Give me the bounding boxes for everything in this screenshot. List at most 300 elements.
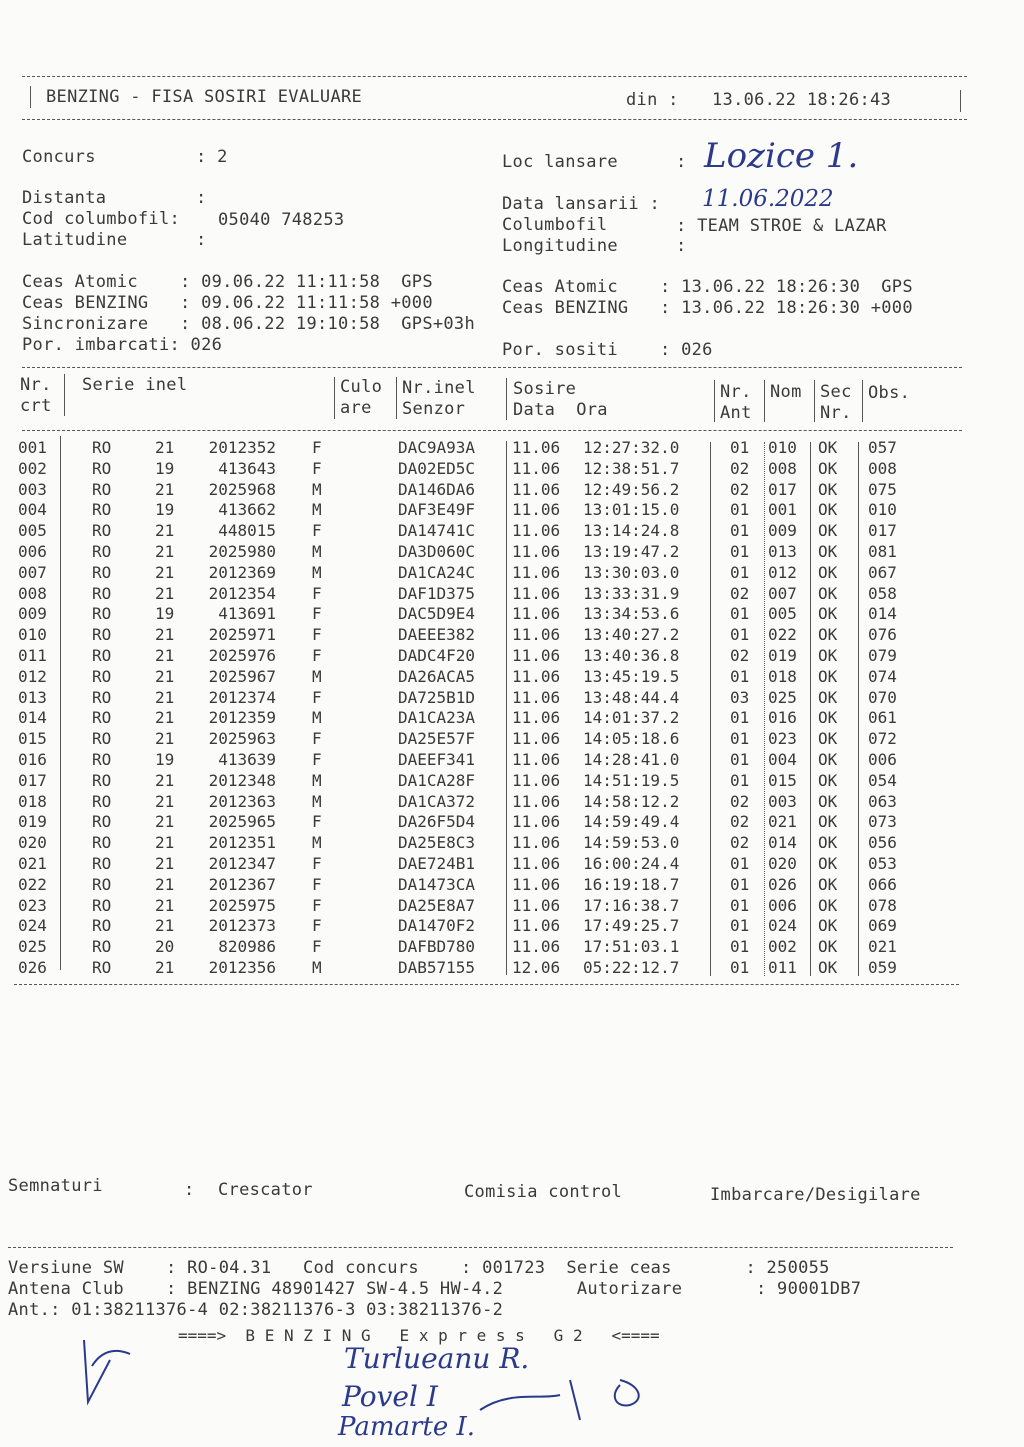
cell-an: 21 xyxy=(155,687,175,707)
cell-inel: 2025980 xyxy=(208,542,276,561)
cell-obs: 058 xyxy=(868,583,897,603)
cell-ant: 01 xyxy=(730,625,750,645)
cell-data: 11.06 xyxy=(512,521,561,541)
header-right-bar xyxy=(960,90,961,112)
cell-an: 21 xyxy=(155,729,175,749)
cell-data: 11.06 xyxy=(512,916,561,936)
cell-data: 11.06 xyxy=(512,458,561,478)
hdr-sep-2 xyxy=(334,377,335,419)
cell-obs: 074 xyxy=(868,666,897,686)
cell-sec: OK xyxy=(818,770,838,790)
cell-sex: M xyxy=(312,958,322,977)
cell-sex: M xyxy=(312,479,322,499)
cell-an: 21 xyxy=(155,791,175,811)
cell-an: 21 xyxy=(155,874,175,894)
cell-ant: 01 xyxy=(730,874,750,894)
cell-data: 11.06 xyxy=(512,854,561,873)
cell-ora: 14:59:53.0 xyxy=(583,833,680,853)
cell-obs: 021 xyxy=(868,937,897,957)
cell-nr: 003 xyxy=(18,479,47,499)
cell-ora: 13:40:27.2 xyxy=(583,625,680,645)
cell-sec: OK xyxy=(818,874,838,894)
cell-inel: 2012348 xyxy=(208,770,276,790)
cell-obs: 017 xyxy=(868,521,897,541)
cell-ora: 16:19:18.7 xyxy=(583,874,680,894)
cell-sec: OK xyxy=(818,666,838,686)
table-bottom-rule xyxy=(14,984,959,985)
cell-sec: OK xyxy=(818,521,838,541)
cell-obs: 008 xyxy=(868,458,897,478)
cell-ant: 01 xyxy=(730,750,750,769)
cell-an: 21 xyxy=(155,625,175,645)
cell-obs: 056 xyxy=(868,833,897,853)
cell-ant: 01 xyxy=(730,542,750,561)
cell-nom: 013 xyxy=(768,542,797,561)
cell-inel: 2012347 xyxy=(208,854,276,873)
cell-nr: 004 xyxy=(18,500,47,520)
cell-sec: OK xyxy=(818,958,838,977)
cell-inel: 2012356 xyxy=(208,958,276,977)
cell-nr: 008 xyxy=(18,583,47,603)
cell-data: 11.06 xyxy=(512,791,561,811)
cell-senzor: DA25E8A7 xyxy=(398,895,476,915)
table-row xyxy=(0,480,1024,500)
cell-ora: 13:40:36.8 xyxy=(583,646,680,665)
col-header-nr: Nr. xyxy=(20,375,52,395)
crescator-label: Crescator xyxy=(218,1180,313,1200)
cell-inel: 820986 xyxy=(218,937,276,957)
cell-obs: 070 xyxy=(868,687,897,707)
latitudine-value: : xyxy=(196,230,207,250)
col-header-senzor: Senzor xyxy=(402,399,466,419)
cell-data: 11.06 xyxy=(512,770,561,790)
cell-ora: 14:59:49.4 xyxy=(583,812,680,832)
footer-versiune: Versiune SW : RO-04.31 Cod concurs : 001723 Serie ceas : 250055 xyxy=(8,1258,830,1278)
cell-obs: 072 xyxy=(868,729,897,749)
cell-senzor: DA26ACA5 xyxy=(398,666,476,686)
cell-nom: 024 xyxy=(768,916,797,936)
cell-sex: F xyxy=(312,854,322,873)
cell-ora: 13:01:15.0 xyxy=(583,500,680,520)
cell-sec: OK xyxy=(818,729,838,749)
cell-tara: RO xyxy=(92,812,112,832)
cell-ora: 12:27:32.0 xyxy=(583,438,680,457)
table-row xyxy=(0,584,1024,604)
cell-tara: RO xyxy=(92,666,112,686)
cell-data: 11.06 xyxy=(512,937,561,957)
col-header-obs: Obs. xyxy=(868,383,911,403)
cell-tara: RO xyxy=(92,958,112,977)
cell-ant: 01 xyxy=(730,521,750,541)
cell-data: 11.06 xyxy=(512,625,561,645)
cell-nr: 009 xyxy=(18,604,47,624)
cell-nr: 024 xyxy=(18,916,47,936)
distanta-label: Distanta xyxy=(22,188,107,208)
cell-sec: OK xyxy=(818,833,838,853)
cell-senzor: DA1470F2 xyxy=(398,916,476,936)
cell-an: 21 xyxy=(155,542,175,561)
col-header-culo: Culo xyxy=(340,377,383,397)
cell-obs: 061 xyxy=(868,708,897,728)
cell-obs: 006 xyxy=(868,750,897,769)
cell-nom: 017 xyxy=(768,479,797,499)
cell-obs: 078 xyxy=(868,895,897,915)
cell-nr: 017 xyxy=(18,770,47,790)
cell-nr: 018 xyxy=(18,791,47,811)
table-row xyxy=(0,833,1024,853)
col-header-nrant: Nr. xyxy=(720,382,752,402)
cell-senzor: DAB57155 xyxy=(398,958,476,977)
cell-ant: 02 xyxy=(730,791,750,811)
hdr-sep-4 xyxy=(506,378,507,420)
cell-tara: RO xyxy=(92,708,112,728)
cell-sex: M xyxy=(312,542,322,561)
col-header-sec: Sec xyxy=(820,382,852,402)
cell-ant: 01 xyxy=(730,937,750,957)
cell-nr: 023 xyxy=(18,895,47,915)
cell-sex: M xyxy=(312,708,322,728)
cell-inel: 413662 xyxy=(218,500,276,520)
cell-inel: 413691 xyxy=(218,604,276,624)
cell-data: 11.06 xyxy=(512,833,561,853)
cell-senzor: DAE724B1 xyxy=(398,854,476,873)
cell-sec: OK xyxy=(818,937,838,957)
cell-ant: 02 xyxy=(730,583,750,603)
cell-ant: 02 xyxy=(730,812,750,832)
cell-an: 21 xyxy=(155,438,175,457)
cell-sex: M xyxy=(312,791,322,811)
cell-an: 19 xyxy=(155,500,175,520)
cell-senzor: DA1473CA xyxy=(398,874,476,894)
cell-nom: 025 xyxy=(768,687,797,707)
cell-inel: 2012359 xyxy=(208,708,276,728)
cell-sec: OK xyxy=(818,542,838,561)
cell-inel: 2012351 xyxy=(208,833,276,853)
cell-ora: 13:19:47.2 xyxy=(583,542,680,561)
table-row xyxy=(0,667,1024,687)
cell-inel: 2025963 xyxy=(208,729,276,749)
cell-nom: 011 xyxy=(768,958,797,977)
longitudine-label: Longitudine xyxy=(502,236,618,256)
cell-tara: RO xyxy=(92,562,112,582)
cell-inel: 2012352 xyxy=(208,438,276,457)
cell-obs: 010 xyxy=(868,500,897,520)
cell-tara: RO xyxy=(92,729,112,749)
cell-senzor: DA3D060C xyxy=(398,542,476,561)
ceas-atomic-start: Ceas Atomic : 09.06.22 11:11:58 GPS xyxy=(22,272,433,292)
cell-data: 11.06 xyxy=(512,687,561,707)
cell-tara: RO xyxy=(92,791,112,811)
cell-ant: 01 xyxy=(730,604,750,624)
cell-an: 21 xyxy=(155,854,175,873)
cell-ora: 12:49:56.2 xyxy=(583,479,680,499)
cell-nr: 014 xyxy=(18,708,47,728)
cell-sec: OK xyxy=(818,500,838,520)
cell-sex: F xyxy=(312,625,322,645)
col-header-serie: Serie inel xyxy=(82,375,188,395)
cell-an: 21 xyxy=(155,895,175,915)
col-header-secnr: Nr. xyxy=(820,403,852,423)
cell-ant: 01 xyxy=(730,770,750,790)
din-label: din : xyxy=(626,90,679,110)
cell-data: 11.06 xyxy=(512,812,561,832)
cell-data: 11.06 xyxy=(512,500,561,520)
hdr-sep-5 xyxy=(714,380,715,422)
columbofil-value: : TEAM STROE & LAZAR xyxy=(676,216,887,236)
cell-nom: 002 xyxy=(768,937,797,957)
cell-ora: 05:22:12.7 xyxy=(583,958,680,977)
cell-inel: 413643 xyxy=(218,458,276,478)
cell-tara: RO xyxy=(92,937,112,957)
cell-nom: 019 xyxy=(768,646,797,665)
cell-sex: F xyxy=(312,583,322,603)
semnaturi-colon: : xyxy=(184,1180,195,1200)
cell-tara: RO xyxy=(92,895,112,915)
cell-sec: OK xyxy=(818,646,838,665)
table-row xyxy=(0,521,1024,541)
cell-an: 21 xyxy=(155,833,175,853)
table-row xyxy=(0,750,1024,770)
cell-obs: 069 xyxy=(868,916,897,936)
cell-ora: 14:01:37.2 xyxy=(583,708,680,728)
signature-flourish xyxy=(470,1360,670,1440)
cell-ora: 13:48:44.4 xyxy=(583,687,680,707)
table-row xyxy=(0,646,1024,666)
cell-nom: 014 xyxy=(768,833,797,853)
cell-sec: OK xyxy=(818,895,838,915)
cell-an: 21 xyxy=(155,646,175,665)
cell-nom: 001 xyxy=(768,500,797,520)
cell-senzor: DA02ED5C xyxy=(398,458,476,478)
cell-sex: F xyxy=(312,521,322,541)
table-row xyxy=(0,542,1024,562)
cell-nr: 002 xyxy=(18,458,47,478)
cell-ant: 02 xyxy=(730,646,750,665)
cell-an: 19 xyxy=(155,458,175,478)
cell-nr: 016 xyxy=(18,750,47,769)
cell-an: 21 xyxy=(155,958,175,977)
table-row xyxy=(0,875,1024,895)
comisia-label: Comisia control xyxy=(464,1182,623,1202)
cell-nr: 010 xyxy=(18,625,47,645)
cell-ant: 01 xyxy=(730,895,750,915)
table-header-rule xyxy=(22,430,962,431)
col-header-crt: crt xyxy=(20,396,52,416)
top-rule xyxy=(22,76,967,77)
cell-sex: F xyxy=(312,458,322,478)
cell-nr: 019 xyxy=(18,812,47,832)
concurs-label: Concurs xyxy=(22,147,96,167)
ceas-atomic-end: Ceas Atomic : 13.06.22 18:26:30 GPS xyxy=(502,277,913,297)
loc-lansare-label: Loc lansare xyxy=(502,152,618,172)
cell-an: 19 xyxy=(155,750,175,769)
cell-obs: 079 xyxy=(868,646,897,665)
cell-nom: 008 xyxy=(768,458,797,478)
cell-sex: M xyxy=(312,500,322,520)
table-row xyxy=(0,916,1024,936)
col-header-ant: Ant xyxy=(720,403,752,423)
col-header-nom: Nom xyxy=(770,382,802,402)
table-row xyxy=(0,563,1024,583)
cell-nr: 013 xyxy=(18,687,47,707)
cell-ora: 12:38:51.7 xyxy=(583,458,680,478)
cell-tara: RO xyxy=(92,770,112,790)
cell-senzor: DAF3E49F xyxy=(398,500,476,520)
cell-data: 11.06 xyxy=(512,562,561,582)
cell-sec: OK xyxy=(818,604,838,624)
cell-nr: 001 xyxy=(18,438,47,457)
cell-ora: 14:28:41.0 xyxy=(583,750,680,769)
cell-obs: 014 xyxy=(868,604,897,624)
porumbei-imbarcati: Por. imbarcati: 026 xyxy=(22,335,223,355)
cell-an: 21 xyxy=(155,916,175,936)
concurs-value: : 2 xyxy=(196,147,228,167)
cell-inel: 2012373 xyxy=(208,916,276,936)
cell-inel: 2012374 xyxy=(208,687,276,707)
cell-tara: RO xyxy=(92,458,112,478)
cell-nom: 003 xyxy=(768,791,797,811)
cell-sex: F xyxy=(312,687,322,707)
cell-senzor: DA26F5D4 xyxy=(398,812,476,832)
cell-ora: 14:51:19.5 xyxy=(583,770,680,790)
cell-senzor: DAEEE382 xyxy=(398,625,476,645)
table-row xyxy=(0,688,1024,708)
cell-an: 21 xyxy=(155,521,175,541)
cell-senzor: DA25E8C3 xyxy=(398,833,476,853)
columbofil-label: Columbofil xyxy=(502,215,608,235)
cell-obs: 076 xyxy=(868,625,897,645)
cell-an: 19 xyxy=(155,604,175,624)
cell-sex: F xyxy=(312,812,322,832)
cell-nr: 025 xyxy=(18,937,47,957)
table-row xyxy=(0,896,1024,916)
hdr-sep-3 xyxy=(396,377,397,419)
cell-sec: OK xyxy=(818,479,838,499)
cell-nr: 015 xyxy=(18,729,47,749)
cell-nom: 004 xyxy=(768,750,797,769)
cell-ant: 01 xyxy=(730,500,750,520)
col-header-nrinel: Nr.inel xyxy=(402,378,476,398)
cell-tara: RO xyxy=(92,521,112,541)
footer-express: ====> B E N Z I N G E x p r e s s G 2 <==== xyxy=(178,1326,660,1345)
cell-tara: RO xyxy=(92,750,112,769)
cell-data: 11.06 xyxy=(512,542,561,561)
cell-nom: 012 xyxy=(768,562,797,582)
cell-sec: OK xyxy=(818,750,838,769)
cell-nr: 005 xyxy=(18,521,47,541)
handwritten-name-3: Pamarte I. xyxy=(338,1412,476,1442)
cell-nom: 010 xyxy=(768,438,797,457)
cell-senzor: DA1CA24C xyxy=(398,562,476,582)
cell-obs: 053 xyxy=(868,854,897,873)
cell-inel: 2025976 xyxy=(208,646,276,665)
cell-sec: OK xyxy=(818,687,838,707)
cell-ant: 02 xyxy=(730,479,750,499)
cell-an: 21 xyxy=(155,666,175,686)
table-top-rule xyxy=(22,367,962,368)
cell-nom: 006 xyxy=(768,895,797,915)
loc-lansare-colon: : xyxy=(676,152,687,172)
cell-tara: RO xyxy=(92,604,112,624)
cell-data: 11.06 xyxy=(512,666,561,686)
latitudine-label: Latitudine xyxy=(22,230,128,250)
data-lansarii-handwritten: 11.06.2022 xyxy=(702,186,834,212)
cell-inel: 2012354 xyxy=(208,583,276,603)
cell-data: 11.06 xyxy=(512,874,561,894)
cell-ant: 02 xyxy=(730,833,750,853)
cell-senzor: DAFBD780 xyxy=(398,937,476,957)
cell-tara: RO xyxy=(92,916,112,936)
cell-sex: F xyxy=(312,750,322,769)
cell-nr: 006 xyxy=(18,542,47,561)
cell-ora: 13:45:19.5 xyxy=(583,666,680,686)
cell-tara: RO xyxy=(92,542,112,561)
cell-nr: 011 xyxy=(18,646,47,665)
cell-ant: 01 xyxy=(730,666,750,686)
cell-ora: 17:51:03.1 xyxy=(583,937,680,957)
cell-an: 21 xyxy=(155,562,175,582)
table-row xyxy=(0,771,1024,791)
header-left-bar xyxy=(30,86,31,108)
cell-obs: 067 xyxy=(868,562,897,582)
cell-an: 21 xyxy=(155,479,175,499)
cell-data: 11.06 xyxy=(512,583,561,603)
cell-nom: 020 xyxy=(768,854,797,873)
cell-ant: 02 xyxy=(730,458,750,478)
footer-antena: Antena Club : BENZING 48901427 SW-4.5 HW-4.2 Autorizare : 90001DB7 xyxy=(8,1279,862,1299)
sincronizare: Sincronizare : 08.06.22 19:10:58 GPS+03h xyxy=(22,314,475,334)
ceas-benzing-end: Ceas BENZING : 13.06.22 18:26:30 +000 xyxy=(502,298,913,318)
hdr-sep-1 xyxy=(64,374,65,416)
cell-nom: 018 xyxy=(768,666,797,686)
semnaturi-label: Semnaturi xyxy=(8,1176,103,1196)
cell-sex: F xyxy=(312,874,322,894)
cell-senzor: DAF1D375 xyxy=(398,583,476,603)
cell-an: 21 xyxy=(155,770,175,790)
cell-inel: 2012367 xyxy=(208,874,276,894)
cell-nom: 022 xyxy=(768,625,797,645)
cell-senzor: DA146DA6 xyxy=(398,479,476,499)
cell-sec: OK xyxy=(818,854,838,873)
cell-inel: 448015 xyxy=(218,521,276,541)
cell-ora: 14:05:18.6 xyxy=(583,729,680,749)
cell-inel: 413639 xyxy=(218,750,276,769)
cell-sex: M xyxy=(312,666,322,686)
distanta-value: : xyxy=(196,188,207,208)
cell-senzor: DA1CA28F xyxy=(398,770,476,790)
loc-lansare-handwritten: Lozice 1. xyxy=(704,136,859,176)
cell-tara: RO xyxy=(92,687,112,707)
cell-an: 21 xyxy=(155,812,175,832)
longitudine-value: : xyxy=(676,236,687,256)
cell-nr: 026 xyxy=(18,958,47,977)
cell-inel: 2025971 xyxy=(208,625,276,645)
cell-ant: 01 xyxy=(730,729,750,749)
cell-data: 11.06 xyxy=(512,750,561,769)
ceas-benzing-start: Ceas BENZING : 09.06.22 11:11:58 +000 xyxy=(22,293,433,313)
cell-obs: 059 xyxy=(868,958,897,977)
cell-an: 21 xyxy=(155,583,175,603)
imbarcare-label: Imbarcare/Desigilare xyxy=(710,1185,921,1205)
cell-ora: 13:30:03.0 xyxy=(583,562,680,582)
table-row xyxy=(0,937,1024,957)
cell-obs: 054 xyxy=(868,770,897,790)
handwritten-name-1: Turlueanu R. xyxy=(344,1342,530,1375)
cell-sex: F xyxy=(312,937,322,957)
table-row xyxy=(0,854,1024,874)
cod-columbofil-label: Cod columbofil: xyxy=(22,209,181,229)
hdr-sep-6 xyxy=(764,380,765,422)
